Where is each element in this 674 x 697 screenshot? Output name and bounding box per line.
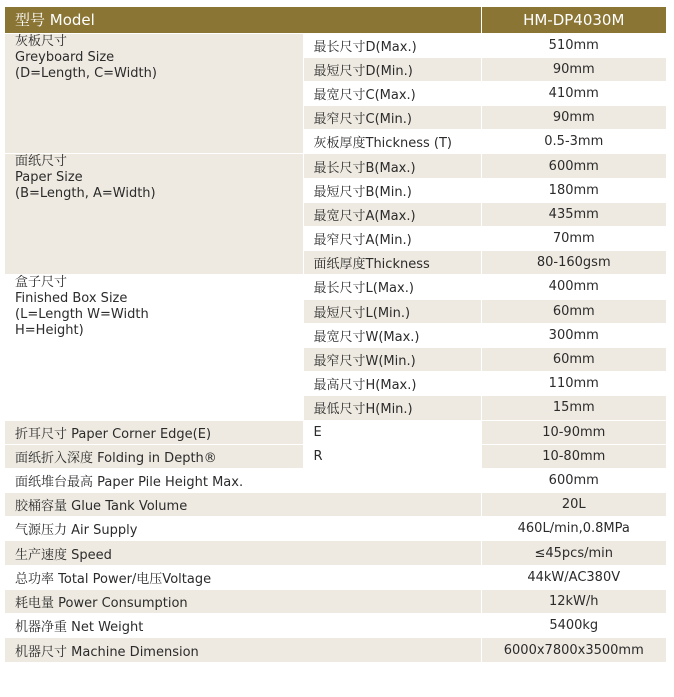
group-label-cn: 盒子尺寸 — [15, 275, 68, 291]
spec-key: 灰板厚度Thickness (T) — [303, 130, 481, 154]
spec-value: 80-160gsm — [481, 251, 666, 275]
spec-key: 最宽尺寸W(Max.) — [303, 323, 481, 347]
table-row — [5, 420, 666, 444]
spec-key: 最窄尺寸W(Min.) — [303, 347, 481, 371]
spec-label: 耗电量 Power Consumption — [5, 589, 481, 613]
spec-key: E — [303, 420, 481, 444]
spec-value: 20L — [481, 493, 666, 517]
group-label-note: (B=Length, A=Width) — [15, 186, 156, 202]
spec-key: R — [303, 444, 481, 468]
spec-key: 最长尺寸D(Max.) — [303, 33, 481, 57]
spec-value: 510mm — [548, 37, 599, 53]
spec-value: 90mm — [481, 57, 666, 81]
header-row — [5, 7, 666, 33]
spec-key: 最短尺寸D(Min.) — [303, 57, 481, 81]
spec-key: 最长尺寸L(Max.) — [303, 275, 481, 299]
group-label-note: (D=Length, C=Width) — [15, 65, 157, 81]
spec-value: 90mm — [481, 106, 666, 130]
spec-key: 最低尺寸H(Min.) — [303, 396, 481, 420]
spec-value: 180mm — [548, 182, 599, 198]
spec-key: 最窄尺寸A(Min.) — [303, 227, 481, 251]
table-row — [5, 517, 666, 541]
spec-value: ≤45pcs/min — [481, 541, 666, 565]
spec-value: 12kW/h — [481, 589, 666, 613]
spec-value: 5400kg — [549, 618, 599, 634]
group-label-en: Greyboard Size — [15, 49, 115, 65]
spec-value: 6000x7800x3500mm — [481, 638, 666, 662]
spec-label: 胶桶容量 Glue Tank Volume — [5, 493, 481, 517]
group-greyboard — [5, 33, 303, 154]
spec-key: 面纸厚度Thickness — [303, 251, 481, 275]
spec-label: 生产速度 Speed — [5, 541, 481, 565]
spec-value: 15mm — [481, 396, 666, 420]
table-row — [5, 638, 666, 662]
spec-table — [5, 7, 666, 662]
spec-value: 300mm — [548, 327, 599, 343]
table-row — [5, 444, 666, 468]
table-row — [5, 565, 666, 589]
spec-key: 最宽尺寸A(Max.) — [303, 202, 481, 226]
table-row — [5, 589, 666, 613]
group-label-en: Finished Box Size — [15, 291, 128, 307]
spec-key: 最短尺寸B(Min.) — [303, 178, 481, 202]
group-label-en: Paper Size — [15, 170, 83, 186]
spec-key: 最宽尺寸C(Max.) — [303, 81, 481, 105]
spec-key: 最窄尺寸C(Min.) — [303, 106, 481, 130]
spec-value: 400mm — [548, 279, 599, 295]
table-row — [5, 614, 666, 638]
group-label-note: (L=Length W=Width — [15, 307, 149, 323]
spec-value: 460L/min,0.8MPa — [517, 521, 630, 537]
group-label-note: H=Height) — [15, 323, 84, 339]
spec-value: 600mm — [481, 154, 666, 178]
spec-value: 60mm — [481, 299, 666, 323]
spec-key: 最高尺寸H(Max.) — [303, 372, 481, 396]
spec-label: 机器净重 Net Weight — [5, 614, 481, 638]
group-box — [5, 275, 303, 420]
group-paper — [5, 154, 303, 275]
table-row — [5, 33, 666, 57]
spec-label: 面纸堆台最高 Paper Pile Height Max. — [5, 468, 481, 492]
spec-label: 折耳尺寸 Paper Corner Edge(E) — [5, 420, 303, 444]
spec-label: 气源压力 Air Supply — [5, 517, 481, 541]
spec-value: 60mm — [481, 347, 666, 371]
spec-label: 总功率 Total Power/电压Voltage — [5, 565, 481, 589]
spec-key: 最短尺寸L(Min.) — [303, 299, 481, 323]
spec-value: 600mm — [548, 472, 599, 488]
group-label-cn: 面纸尺寸 — [15, 154, 68, 170]
spec-label: 面纸折入深度 Folding in Depth® — [5, 444, 303, 468]
spec-value: 10-80mm — [481, 444, 666, 468]
table-row — [5, 275, 666, 299]
table-row — [5, 541, 666, 565]
spec-value: 70mm — [552, 231, 595, 247]
spec-value: 10-90mm — [481, 420, 666, 444]
model-value: HM-DP4030M — [481, 7, 666, 33]
table-row — [5, 468, 666, 492]
spec-value: 435mm — [481, 202, 666, 226]
table-row — [5, 493, 666, 517]
spec-value: 0.5-3mm — [544, 134, 604, 150]
table-row — [5, 154, 666, 178]
spec-value: 110mm — [548, 376, 599, 392]
group-label-cn: 灰板尺寸 — [15, 33, 68, 49]
spec-key: 最长尺寸B(Max.) — [303, 154, 481, 178]
spec-value: 410mm — [548, 85, 599, 101]
spec-label: 机器尺寸 Machine Dimension — [5, 638, 481, 662]
model-label: 型号 Model — [5, 7, 481, 33]
spec-value: 44kW/AC380V — [527, 569, 621, 585]
